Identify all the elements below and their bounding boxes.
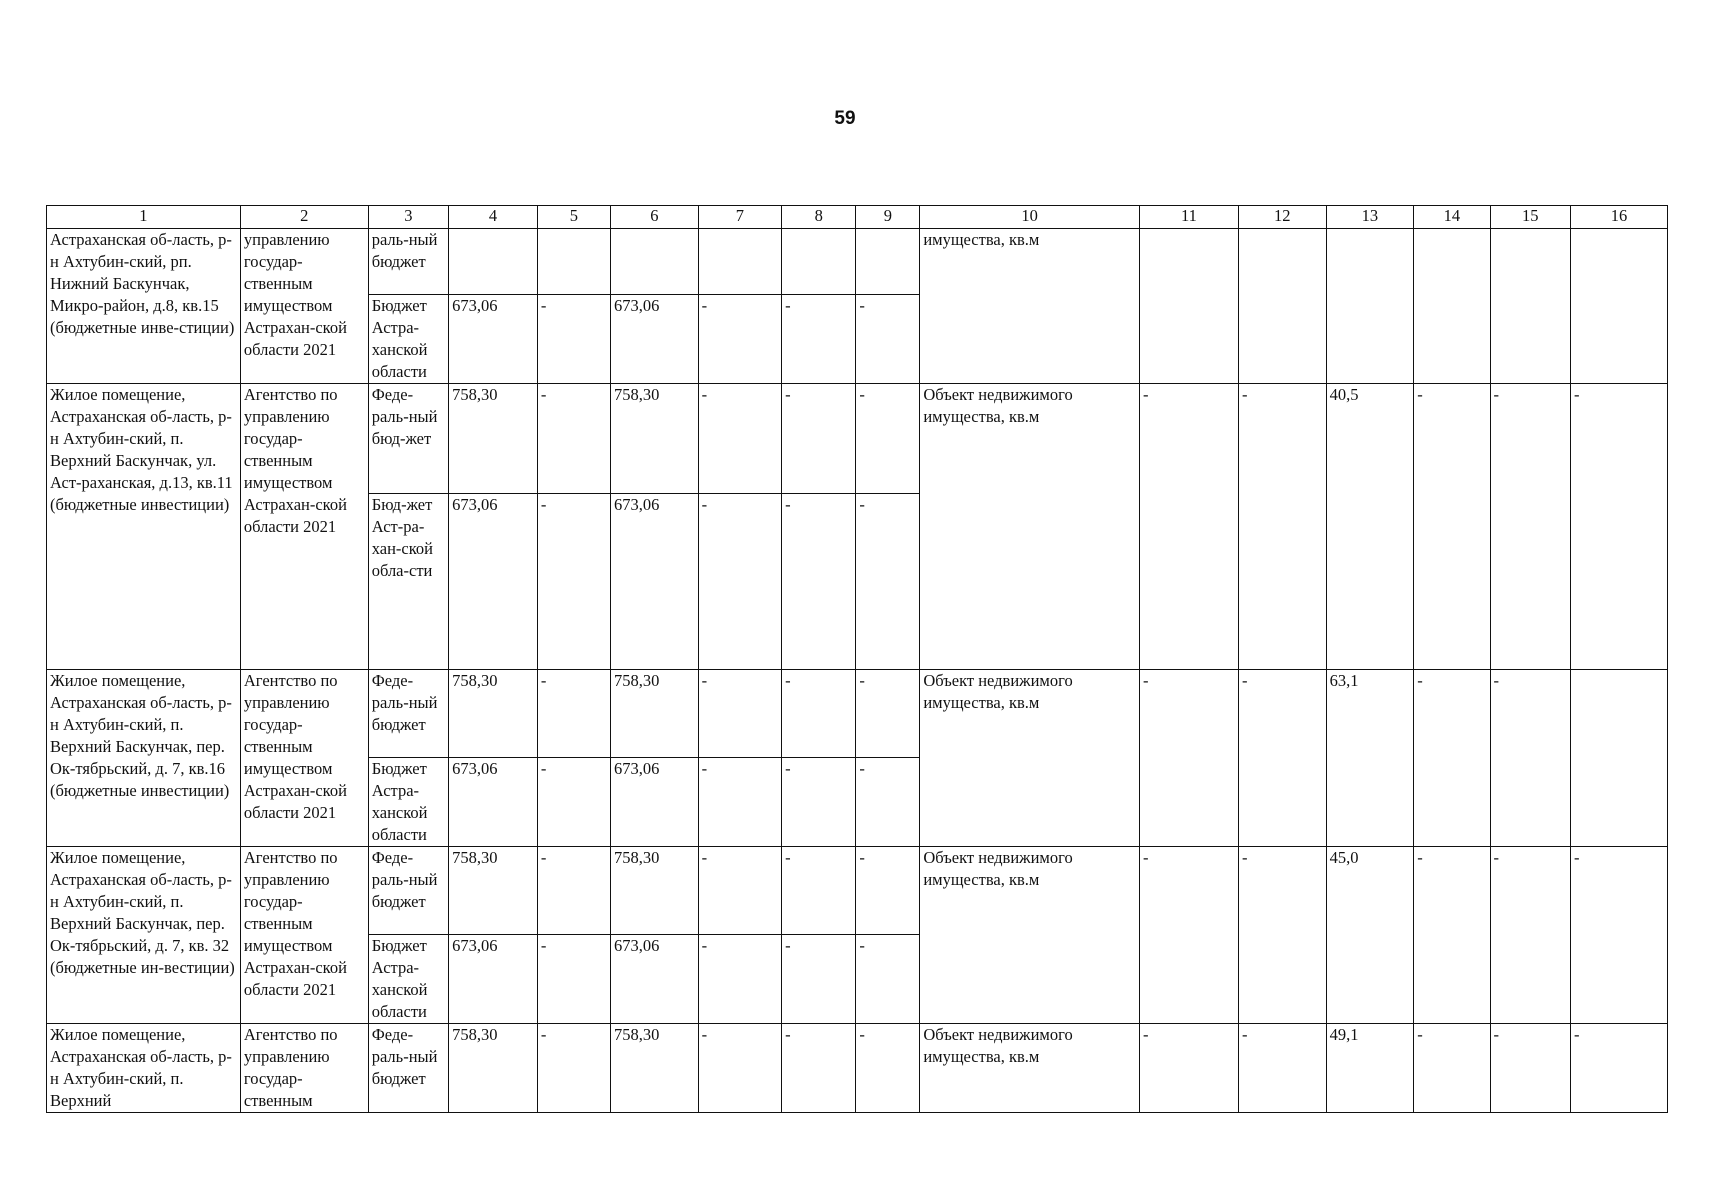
col-header: 2 <box>240 206 368 229</box>
value-cell: 673,06 <box>449 935 538 1024</box>
col-header: 12 <box>1238 206 1326 229</box>
dash-cell: - <box>782 1024 856 1113</box>
dash-cell: - <box>856 295 920 384</box>
dash-cell: - <box>698 670 782 758</box>
dash-cell: - <box>698 758 782 847</box>
dash-cell: - <box>856 384 920 494</box>
agency-cell: Агентство по управлению государ-ственным имуществом Астрахан-ской области 2021 <box>240 384 368 670</box>
dash-cell: - <box>1238 847 1326 1024</box>
dash-cell: - <box>1414 384 1490 670</box>
dash-cell: - <box>1570 847 1667 1024</box>
value-cell: 673,06 <box>611 935 699 1024</box>
dash-cell: - <box>1139 670 1238 847</box>
dash-cell: - <box>856 935 920 1024</box>
value-cell: 40,5 <box>1326 384 1414 670</box>
dash-cell: - <box>782 847 856 935</box>
dash-cell: - <box>698 847 782 935</box>
col-header: 16 <box>1570 206 1667 229</box>
col-header: 8 <box>782 206 856 229</box>
dash-cell: - <box>1570 1024 1667 1113</box>
value-cell: 673,06 <box>611 295 699 384</box>
dash-cell: - <box>537 670 610 758</box>
source-cell: Феде-раль-ный бюд-жет <box>368 384 448 494</box>
dash-cell: - <box>1414 847 1490 1024</box>
value-cell <box>782 229 856 295</box>
col-header: 13 <box>1326 206 1414 229</box>
value-cell <box>449 229 538 295</box>
dash-cell: - <box>537 295 610 384</box>
dash-cell: - <box>698 935 782 1024</box>
col-header: 6 <box>611 206 699 229</box>
dash-cell: - <box>1139 1024 1238 1113</box>
dash-cell: - <box>856 758 920 847</box>
col-header: 11 <box>1139 206 1238 229</box>
dash-cell: - <box>1414 670 1490 847</box>
agency-cell: Агентство по управлению государ-ственным имуществом Астрахан-ской области 2021 <box>240 847 368 1024</box>
dash-cell: - <box>1490 384 1570 670</box>
dash-cell: - <box>537 847 610 935</box>
value-cell <box>1570 229 1667 384</box>
value-cell: 758,30 <box>449 1024 538 1113</box>
value-cell <box>1490 229 1570 384</box>
table-row <box>47 1024 1668 1113</box>
col-header: 4 <box>449 206 538 229</box>
object-cell: Жилое помещение, Астраханская об-ласть, р-н Ахтубин-ский, п. Верхний Баскунчак, пер. Ок-тябрьский, д. 7, кв. 32 (бюджетные ин-вестиции) <box>47 847 241 1024</box>
dash-cell: - <box>856 494 920 670</box>
value-cell <box>1570 670 1667 847</box>
object-cell: Жилое помещение, Астраханская об-ласть, р-н Ахтубин-ский, п. Верхний Баскунчак, пер. Ок-тябрьский, д. 7, кв.16 (бюджетные инвестиции) <box>47 670 241 847</box>
source-cell: Феде-раль-ный бюджет <box>368 670 448 758</box>
dash-cell: - <box>698 384 782 494</box>
dash-cell: - <box>782 935 856 1024</box>
value-cell: 673,06 <box>449 758 538 847</box>
value-cell <box>698 229 782 295</box>
dash-cell: - <box>1570 384 1667 670</box>
dash-cell: - <box>1490 670 1570 847</box>
agency-cell: Агентство по управлению государ-ственным имуществом Астрахан-ской области 2021 <box>240 670 368 847</box>
dash-cell: - <box>537 935 610 1024</box>
object-cell: Жилое помещение, Астраханская об-ласть, р-н Ахтубин-ский, п. Верхний Баскунчак, ул. Аст-раханская, д.13, кв.11 (бюджетные инвестиции) <box>47 384 241 670</box>
dash-cell: - <box>856 1024 920 1113</box>
object-cell: Жилое помещение, Астраханская об-ласть, р-н Ахтубин-ский, п. Верхний <box>47 1024 241 1113</box>
dash-cell: - <box>1238 1024 1326 1113</box>
source-cell: Бюджет Астра-ханской области <box>368 758 448 847</box>
dash-cell: - <box>537 384 610 494</box>
unit-cell: Объект недвижимого имущества, кв.м <box>920 384 1140 670</box>
col-header: 15 <box>1490 206 1570 229</box>
col-header: 14 <box>1414 206 1490 229</box>
table-row <box>47 670 1668 758</box>
value-cell <box>1139 229 1238 384</box>
dash-cell: - <box>698 494 782 670</box>
object-cell: Астраханская об-ласть, р-н Ахтубин-ский, рп. Нижний Баскунчак, Микро-район, д.8, кв.15 (бюджетные инве-стиции) <box>47 229 241 384</box>
value-cell: 758,30 <box>449 670 538 758</box>
col-header: 9 <box>856 206 920 229</box>
data-table <box>46 205 1668 1113</box>
source-cell: раль-ный бюджет <box>368 229 448 295</box>
col-header: 3 <box>368 206 448 229</box>
value-cell: 758,30 <box>611 1024 699 1113</box>
value-cell: 758,30 <box>449 847 538 935</box>
dash-cell: - <box>1238 670 1326 847</box>
value-cell: 49,1 <box>1326 1024 1414 1113</box>
dash-cell: - <box>782 670 856 758</box>
col-header: 10 <box>920 206 1140 229</box>
dash-cell: - <box>1238 384 1326 670</box>
unit-cell: Объект недвижимого имущества, кв.м <box>920 670 1140 847</box>
value-cell: 63,1 <box>1326 670 1414 847</box>
dash-cell: - <box>698 1024 782 1113</box>
source-cell: Бюджет Астра-ханской области <box>368 295 448 384</box>
dash-cell: - <box>1490 847 1570 1024</box>
value-cell: 673,06 <box>449 494 538 670</box>
dash-cell: - <box>856 847 920 935</box>
dash-cell: - <box>1139 384 1238 670</box>
source-cell: Бюджет Астра-ханской области <box>368 935 448 1024</box>
dash-cell: - <box>782 384 856 494</box>
source-cell: Бюд-жет Аст-ра-хан-ской обла-сти <box>368 494 448 670</box>
unit-cell: имущества, кв.м <box>920 229 1140 384</box>
dash-cell: - <box>1139 847 1238 1024</box>
source-cell: Феде-раль-ный бюджет <box>368 847 448 935</box>
table-row <box>47 847 1668 935</box>
value-cell: 673,06 <box>449 295 538 384</box>
dash-cell: - <box>698 295 782 384</box>
value-cell: 673,06 <box>611 494 699 670</box>
dash-cell: - <box>782 295 856 384</box>
table-row <box>47 229 1668 295</box>
value-cell: 673,06 <box>611 758 699 847</box>
value-cell: 758,30 <box>449 384 538 494</box>
dash-cell: - <box>537 494 610 670</box>
dash-cell: - <box>537 1024 610 1113</box>
dash-cell: - <box>1414 1024 1490 1113</box>
unit-cell: Объект недвижимого имущества, кв.м <box>920 847 1140 1024</box>
value-cell: 45,0 <box>1326 847 1414 1024</box>
value-cell <box>1326 229 1414 384</box>
value-cell <box>1414 229 1490 384</box>
dash-cell: - <box>782 758 856 847</box>
value-cell <box>611 229 699 295</box>
page-number: 59 <box>834 108 856 129</box>
value-cell <box>537 229 610 295</box>
agency-cell: управлению государ-ственным имуществом Астрахан-ской области 2021 <box>240 229 368 384</box>
dash-cell: - <box>1490 1024 1570 1113</box>
value-cell: 758,30 <box>611 847 699 935</box>
col-header: 7 <box>698 206 782 229</box>
source-cell: Феде-раль-ный бюджет <box>368 1024 448 1113</box>
dash-cell: - <box>782 494 856 670</box>
value-cell: 758,30 <box>611 384 699 494</box>
col-header: 1 <box>47 206 241 229</box>
agency-cell: Агентство по управлению государ-ственным <box>240 1024 368 1113</box>
dash-cell: - <box>856 670 920 758</box>
column-number-row <box>47 206 1668 229</box>
unit-cell: Объект недвижимого имущества, кв.м <box>920 1024 1140 1113</box>
table-row <box>47 384 1668 494</box>
value-cell: 758,30 <box>611 670 699 758</box>
value-cell <box>856 229 920 295</box>
value-cell <box>1238 229 1326 384</box>
col-header: 5 <box>537 206 610 229</box>
dash-cell: - <box>537 758 610 847</box>
